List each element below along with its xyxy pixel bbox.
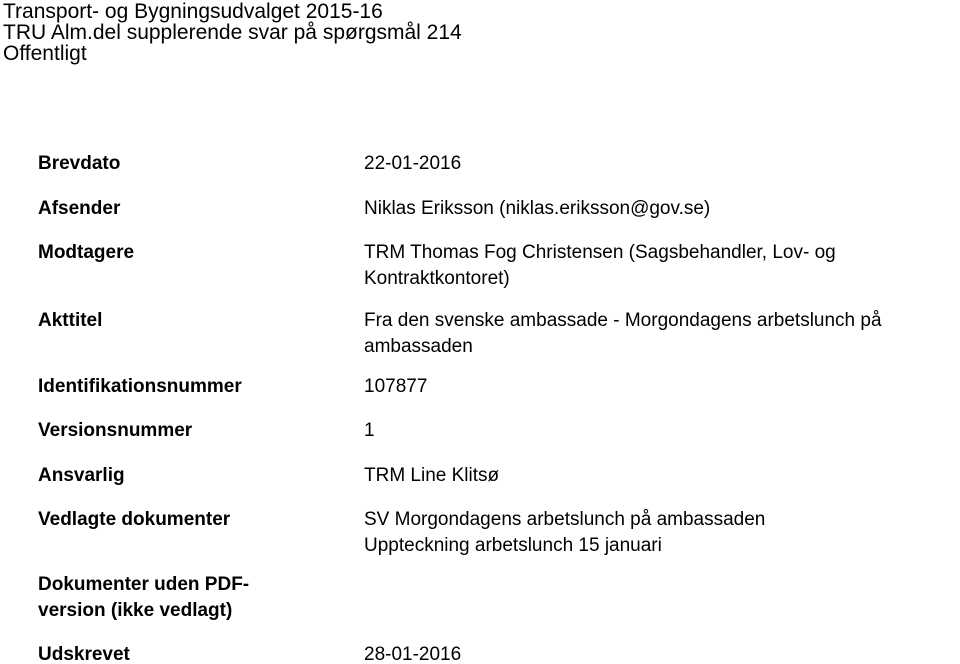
attachment-item: SV Morgondagens arbetslunch på ambassaden bbox=[364, 509, 766, 530]
akttitel-value-line2: ambassaden bbox=[364, 336, 473, 357]
brevdato-value: 22-01-2016 bbox=[364, 153, 462, 174]
header-committee: Transport- og Bygningsudvalget 2015-16 bbox=[3, 0, 383, 23]
dokumenter-uden-pdf-label-line1: Dokumenter uden PDF- bbox=[38, 574, 250, 595]
identifikationsnummer-value: 107877 bbox=[364, 376, 428, 397]
brevdato-label: Brevdato bbox=[38, 153, 121, 174]
akttitel-label: Akttitel bbox=[38, 310, 103, 331]
udskrevet-value: 28-01-2016 bbox=[364, 644, 462, 664]
dokumenter-uden-pdf-label bbox=[38, 572, 249, 624]
modtagere-value-line1: TRM Thomas Fog Christensen (Sagsbehandler, Lov- og bbox=[364, 242, 836, 263]
versionsnummer-value: 1 bbox=[364, 420, 375, 441]
vedlagte-dokumenter-label: Vedlagte dokumenter bbox=[38, 509, 231, 530]
modtagere-value bbox=[364, 240, 836, 292]
versionsnummer-label: Versionsnummer bbox=[38, 420, 193, 441]
ansvarlig-label: Ansvarlig bbox=[38, 465, 125, 486]
ansvarlig-value: TRM Line Klitsø bbox=[364, 465, 500, 486]
udskrevet-label: Udskrevet bbox=[38, 644, 130, 664]
modtagere-label: Modtagere bbox=[38, 242, 135, 263]
header-document-reference: TRU Alm.del supplerende svar på spørgsmål 214 bbox=[3, 21, 462, 44]
afsender-label: Afsender bbox=[38, 198, 121, 219]
akttitel-value bbox=[364, 308, 882, 360]
vedlagte-dokumenter-value bbox=[364, 507, 765, 559]
afsender-value: Niklas Eriksson (niklas.eriksson@gov.se) bbox=[364, 198, 711, 219]
dokumenter-uden-pdf-label-line2: version (ikke vedlagt) bbox=[38, 600, 233, 621]
header-status: Offentligt bbox=[3, 42, 87, 65]
akttitel-value-line1: Fra den svenske ambassade - Morgondagens arbetslunch på bbox=[364, 310, 882, 331]
modtagere-value-line2: Kontraktkontoret) bbox=[364, 268, 510, 289]
identifikationsnummer-label: Identifikationsnummer bbox=[38, 376, 242, 397]
attachment-item: Uppteckning arbetslunch 15 januari bbox=[364, 535, 662, 556]
